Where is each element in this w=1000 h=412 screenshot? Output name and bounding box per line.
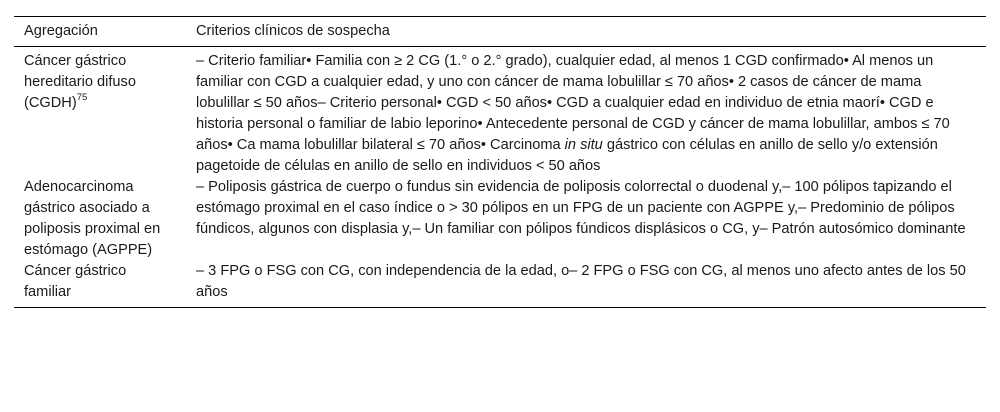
table-row [14,261,986,308]
reference-superscript: 75 [76,92,88,104]
criteria-cell: – 3 FPG o FSG con CG, con independencia de la edad, o– 2 FPG o FSG con CG, al menos uno afecto antes de los 50 años [186,261,986,308]
table-row [14,177,986,261]
criteria-italic-text: in situ [564,137,603,153]
aggregation-cell: Cáncer gástrico familiar [14,261,186,308]
criteria-table [14,16,986,308]
header-criteria: Criterios clínicos de sospecha [186,17,986,47]
aggregation-cell: Adenocarcinoma gástrico asociado a poliposis proximal en estómago (AGPPE) [24,179,161,258]
header-aggregation: Agregación [14,17,186,47]
aggregation-label: Cáncer gástrico hereditario difuso (CGDH) [24,53,136,111]
table-header-row [14,17,986,47]
criteria-cell [186,47,986,178]
aggregation-cell [14,47,186,178]
criteria-text-continued: gástrico con células en anillo de sello y/o extensión pagetoide de células en anillo de sello en individuos < 50 años [196,137,938,174]
criteria-cell: – Poliposis gástrica de cuerpo o fundus sin evidencia de poliposis colorrectal o duodenal y,– 100 pólipos tapizando el estómago proximal en el caso índice o > 30 pólipos en un FPG de un paciente con AGPPE y,– Predominio de pólipos fúndicos, algunos con displasia y,– Un familiar con pólipos fúndicos displásicos o CG, y– Patrón autosómico dominante [196,179,966,237]
table-row [14,47,986,178]
criteria-text: – Criterio familiar• Familia con ≥ 2 CG (1.° o 2.° grado), cualquier edad, al menos 1 CGD confirmado• Al menos un familiar con CGD a cualquier edad, y uno con cáncer de mama lobulillar ≤ 70 años• 2 casos de cáncer de mama lobulillar ≤ 50 años– Criterio personal• CGD < 50 años• CGD a cualquier edad en individuo de etnia maorí• CGD e historia personal o familiar de labio leporino• Antecedente personal de CGD y cáncer de mama lobulillar, ambos ≤ 70 años• Ca mama lobulillar bilateral ≤ 70 años• Carcinoma [196,53,950,153]
